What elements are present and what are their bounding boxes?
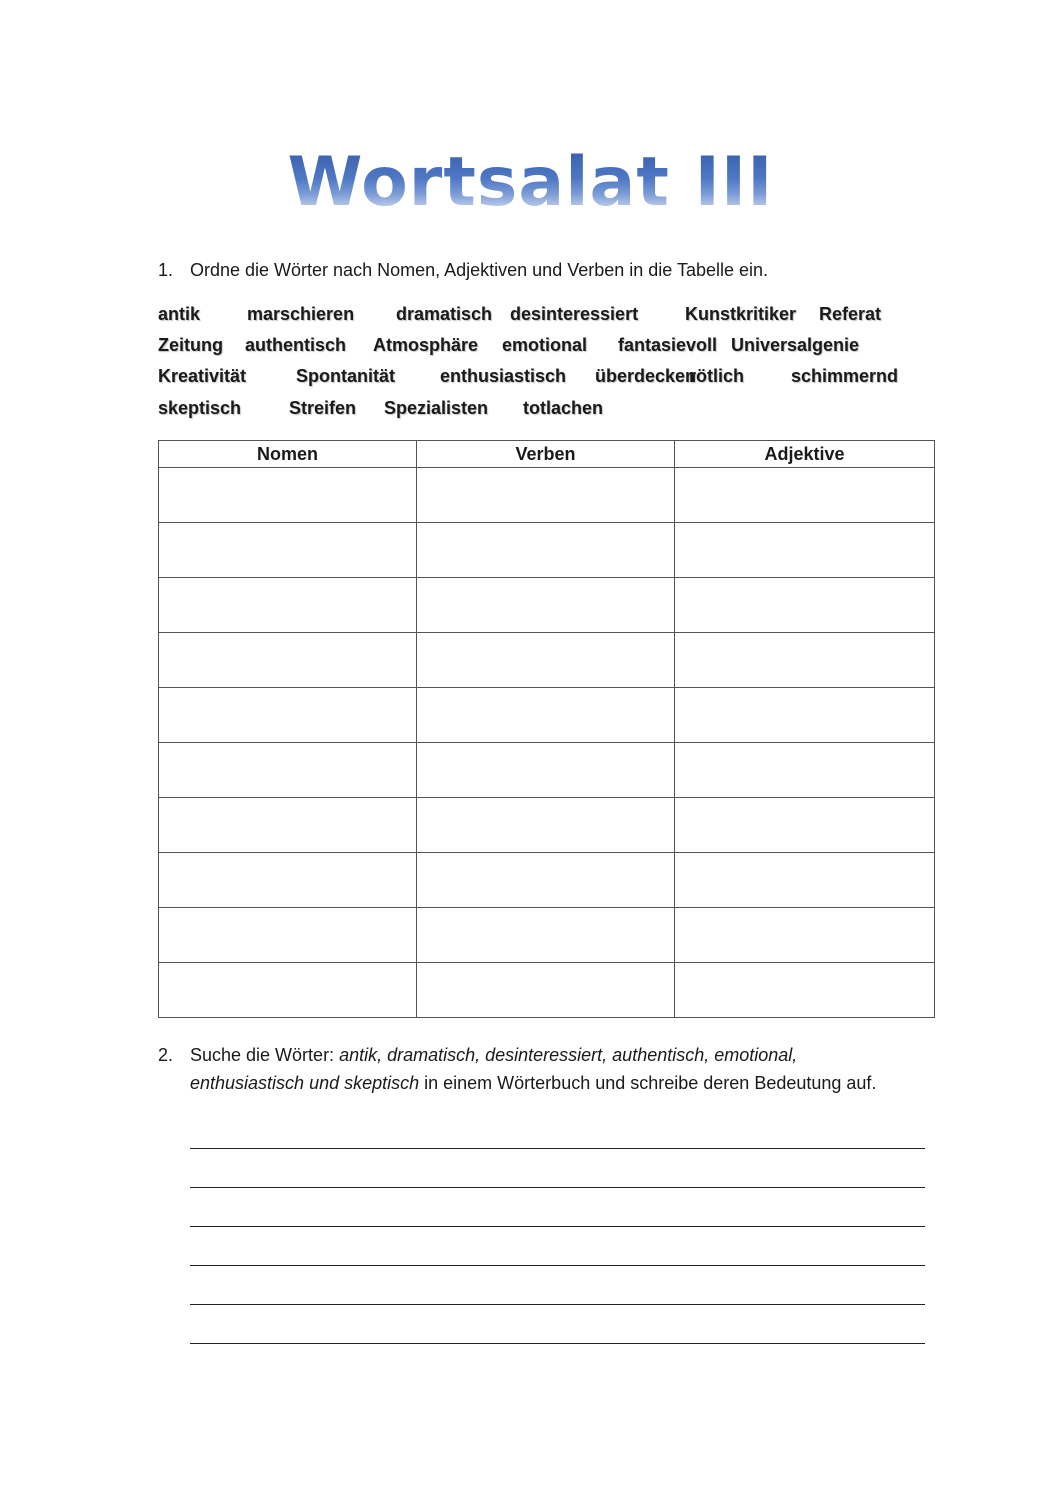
table-cell[interactable] xyxy=(159,798,417,853)
table-row xyxy=(159,633,935,688)
word-item: Streifen xyxy=(289,398,357,418)
table-cell[interactable] xyxy=(675,688,935,743)
header-nomen: Nomen xyxy=(159,441,417,468)
task-2-suffix: in einem Wörterbuch und schreibe deren Bedeutung auf. xyxy=(419,1073,877,1093)
table-cell[interactable] xyxy=(417,468,675,523)
table-cell[interactable] xyxy=(675,798,935,853)
word-row xyxy=(158,366,898,392)
task-1-number: 1. xyxy=(158,260,174,280)
table-cell[interactable] xyxy=(417,688,675,743)
task-2 xyxy=(158,1041,918,1125)
answer-line[interactable] xyxy=(190,1187,925,1188)
word-item: Universalgenie xyxy=(731,335,860,355)
word-item: Referat xyxy=(819,304,882,324)
table-cell[interactable] xyxy=(159,908,417,963)
table-cell[interactable] xyxy=(675,578,935,633)
table-cell[interactable] xyxy=(159,743,417,798)
table-cell[interactable] xyxy=(675,743,935,798)
table-cell[interactable] xyxy=(417,853,675,908)
word-item: Kunstkritiker xyxy=(685,304,797,324)
table-cell[interactable] xyxy=(675,523,935,578)
table-row xyxy=(159,578,935,633)
table-cell[interactable] xyxy=(159,633,417,688)
word-item: desinteressiert xyxy=(510,304,639,324)
table-cell[interactable] xyxy=(675,853,935,908)
header-verben: Verben xyxy=(417,441,675,468)
task-2-prefix: Suche die Wörter: xyxy=(190,1045,340,1065)
word-item: Spezialisten xyxy=(384,398,489,418)
word-row xyxy=(158,335,898,361)
table-cell[interactable] xyxy=(417,578,675,633)
table-cell[interactable] xyxy=(675,963,935,1018)
table-row xyxy=(159,688,935,743)
word-item: emotional xyxy=(502,335,588,355)
table-cell[interactable] xyxy=(159,468,417,523)
table-cell[interactable] xyxy=(417,633,675,688)
table-cell[interactable] xyxy=(159,578,417,633)
word-item: authentisch xyxy=(245,335,347,355)
answer-line[interactable] xyxy=(190,1343,925,1344)
table-row xyxy=(159,853,935,908)
answer-line[interactable] xyxy=(190,1226,925,1227)
task-2-instruction xyxy=(190,1041,900,1097)
word-item: Atmosphäre xyxy=(373,335,479,355)
table-row xyxy=(159,743,935,798)
table-cell[interactable] xyxy=(159,523,417,578)
word-item: enthusiastisch xyxy=(440,366,567,386)
table-row xyxy=(159,523,935,578)
sorting-table xyxy=(158,440,935,1018)
header-adjektive: Adjektive xyxy=(675,441,935,468)
table-row xyxy=(159,963,935,1018)
word-item: Spontanität xyxy=(296,366,395,386)
worksheet-title: Wortsalat III xyxy=(0,138,1061,228)
task-2-words-2: enthusiastisch und skeptisch xyxy=(190,1073,420,1093)
word-item: marschieren xyxy=(247,304,355,324)
table-row xyxy=(159,468,935,523)
word-row xyxy=(158,398,898,424)
word-item: Zeitung xyxy=(158,335,223,355)
answer-line[interactable] xyxy=(190,1265,925,1266)
word-item: überdecken xyxy=(595,366,697,386)
task-1 xyxy=(158,256,918,284)
word-item: dramatisch xyxy=(396,304,493,324)
word-item: rötlich xyxy=(689,366,745,386)
table-cell[interactable] xyxy=(417,963,675,1018)
word-item: skeptisch xyxy=(158,398,242,418)
table-cell[interactable] xyxy=(417,743,675,798)
table-cell[interactable] xyxy=(675,908,935,963)
table-cell[interactable] xyxy=(417,908,675,963)
word-item: Kreativität xyxy=(158,366,247,386)
word-item: totlachen xyxy=(523,398,604,418)
task-2-number: 2. xyxy=(158,1045,174,1065)
table-row xyxy=(159,908,935,963)
word-item: fantasievoll xyxy=(618,335,718,355)
task-1-instruction: Ordne die Wörter nach Nomen, Adjektiven und Verben in die Tabelle ein. xyxy=(190,260,769,280)
table-row xyxy=(159,798,935,853)
table-cell[interactable] xyxy=(159,688,417,743)
answer-line[interactable] xyxy=(190,1304,925,1305)
table-cell[interactable] xyxy=(159,963,417,1018)
table-cell[interactable] xyxy=(417,798,675,853)
task-2-words-1: antik, dramatisch, desinteressiert, authentisch, emotional, xyxy=(339,1045,798,1065)
word-item: schimmernd xyxy=(791,366,899,386)
word-row xyxy=(158,304,898,330)
word-item: antik xyxy=(158,304,201,324)
table-cell[interactable] xyxy=(675,468,935,523)
table-cell[interactable] xyxy=(417,523,675,578)
table-cell[interactable] xyxy=(675,633,935,688)
answer-line[interactable] xyxy=(190,1148,925,1149)
table-cell[interactable] xyxy=(159,853,417,908)
